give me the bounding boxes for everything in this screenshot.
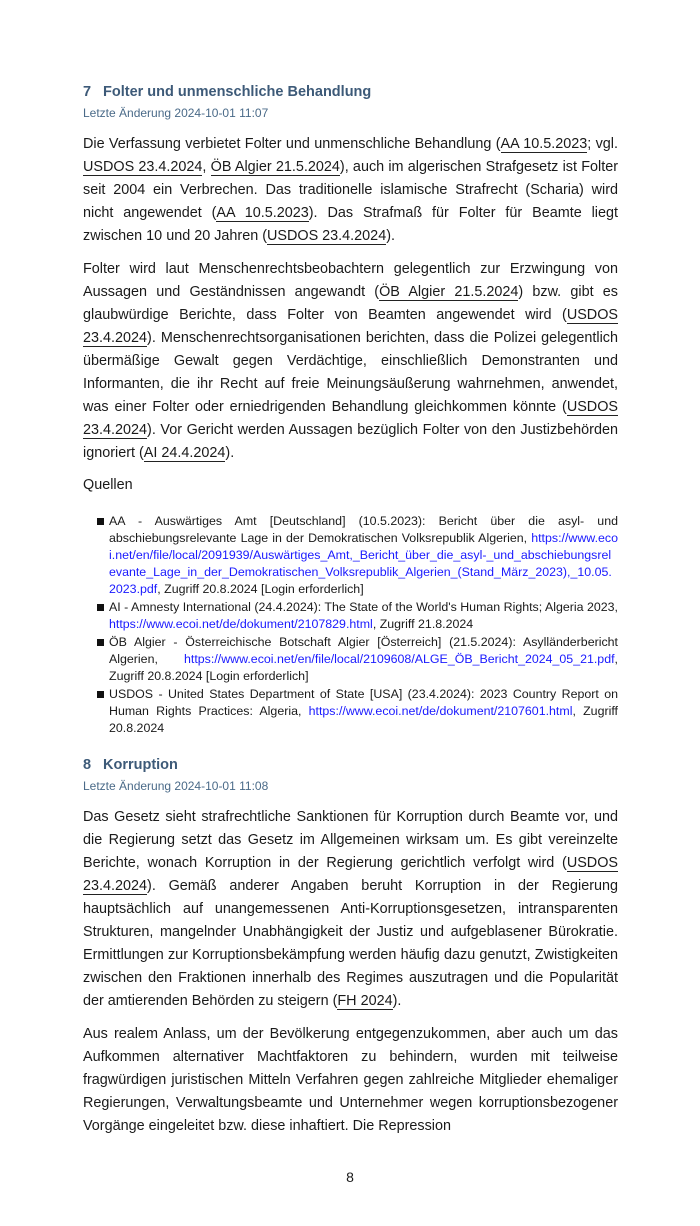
paragraph-text: ; vgl. xyxy=(587,136,619,152)
section-heading xyxy=(83,755,618,775)
source-text: ÖB Algier - Österreichische Botschaft Algier [Österreich] (21.5.2024): Asylländerbericht Algerien, xyxy=(109,635,618,666)
citation-link[interactable]: AI 24.4.2024 xyxy=(143,445,226,461)
paragraph-text: ), auch im algerischen Strafgesetz ist Folter seit 2004 ein Verbrechen. Das traditionelle islamische Strafrecht (Scharia) wird nicht angewendet ( xyxy=(83,159,619,221)
paragraph-text: Das Gesetz sieht strafrechtliche Sanktionen für Korruption durch Beamte vor, und die Regierung setzt das Gesetz im Allgemeinen wirksam um. Es gibt vereinzelte Berichte, wonach Korruption in der Regierung gerichtlich verfolgt wird ( xyxy=(83,809,618,871)
last-changed: Letzte Änderung 2024-10-01 11:07 xyxy=(83,106,269,120)
page-number: 8 xyxy=(346,1169,354,1185)
section-title: Korruption xyxy=(103,757,178,773)
citation-link[interactable]: ÖB Algier 21.5.2024 xyxy=(210,159,340,175)
paragraph-text: Die Verfassung verbietet Folter und unmenschliche Behandlung ( xyxy=(83,136,501,152)
section-title: Folter und unmenschliche Behandlung xyxy=(103,84,372,100)
source-url-link[interactable]: https://www.ecoi.net/en/file/local/2109608/ALGE_ÖB_Bericht_2024_05_21.pdf xyxy=(184,652,615,666)
body-paragraph xyxy=(83,133,618,248)
source-item xyxy=(97,634,618,685)
paragraph-text: Folter wird laut Menschenrechtsbeobachtern gelegentlich zur Erzwingung von Aussagen und Geständnissen angewandt ( xyxy=(83,261,618,300)
source-url-link[interactable]: https://www.ecoi.net/en/file/local/2091939/Auswärtiges_Amt,_Bericht_über_die_asyl-_und_abschiebungsrelevante_Lage_in_der_Demokratischen_Volksrepublik_Algerien_(Stand_März_2023),_10.05.2023.pdf xyxy=(109,531,618,596)
source-item xyxy=(97,686,618,737)
paragraph-text: ). xyxy=(386,228,395,244)
paragraph-text: Aus realem Anlass, um der Bevölkerung entgegenzukommen, aber auch um das Aufkommen alternativer Machtfaktoren zu behindern, wurden mit teilweise fragwürdigen juristischen Mitteln Verfahren gegen zahlreiche Mitglieder ehemaliger Regierungen, Verwaltungsbeamte und Unternehmer wegen korruptionsbezogener Vorgänge eingeleitet bzw. diese inhaftiert. Die Repression xyxy=(83,1026,618,1134)
source-access: , Zugriff 20.8.2024 [Login erforderlich] xyxy=(109,652,618,683)
citation-link[interactable]: ÖB Algier 21.5.2024 xyxy=(379,284,519,300)
source-text: AA - Auswärtiges Amt [Deutschland] (10.5.2023): Bericht über die asyl- und abschiebungsrelevante Lage in der Demokratischen Volksrepublik Algerien, xyxy=(109,514,618,545)
citation-link[interactable]: USDOS 23.4.2024 xyxy=(83,307,618,346)
paragraph-text: ). Das Strafmaß für Folter für Beamte liegt zwischen 10 und 20 Jahren ( xyxy=(83,205,618,244)
citation-link[interactable]: USDOS 23.4.2024 xyxy=(267,228,387,244)
paragraph-text: , xyxy=(202,159,211,175)
source-text: AI - Amnesty International (24.4.2024): The State of the World's Human Rights; Algeria 2023, xyxy=(109,600,618,614)
source-access: , Zugriff 20.8.2024 [Login erforderlich] xyxy=(157,582,364,596)
last-changed: Letzte Änderung 2024-10-01 11:08 xyxy=(83,779,269,793)
paragraph-text: ). Menschenrechtsorganisationen berichten, dass die Polizei gelegentlich übermäßige Gewalt gegen Verdächtige, einschließlich Demonstranten und Informanten, die ihr Recht auf freie Meinungsäußerung wahrnehmen, anwendet, was einer Folter oder erniedrigenden Behandlung gleichkommen könnte ( xyxy=(83,330,618,415)
citation-link[interactable]: USDOS 23.4.2024 xyxy=(83,159,203,175)
body-paragraph xyxy=(83,806,618,1013)
paragraph-text: ). Vor Gericht werden Aussagen bezüglich Folter von den Justizbehörden ignoriert ( xyxy=(83,422,618,461)
paragraph-text: ). xyxy=(225,445,235,461)
sources-label: Quellen xyxy=(83,477,133,493)
paragraph-text: ) bzw. gibt es glaubwürdige Berichte, dass Folter von Beamten angewendet wird ( xyxy=(83,284,619,323)
source-text: USDOS - United States Department of State [USA] (23.4.2024): 2023 Country Report on Human Rights Practices: Algeria, xyxy=(109,687,618,718)
source-url-link[interactable]: https://www.ecoi.net/de/dokument/2107829.html xyxy=(109,617,373,631)
citation-link[interactable]: AA 10.5.2023 xyxy=(216,205,309,221)
sources-list xyxy=(97,513,618,737)
citation-link[interactable]: USDOS 23.4.2024 xyxy=(83,855,618,894)
citation-link[interactable]: AA 10.5.2023 xyxy=(500,136,588,152)
citation-link[interactable]: USDOS 23.4.2024 xyxy=(83,399,618,438)
section-number: 7 xyxy=(83,84,92,100)
source-access: , Zugriff 20.8.2024 xyxy=(109,704,618,735)
section-heading xyxy=(83,82,618,102)
source-item xyxy=(97,599,618,633)
source-access: , Zugriff 21.8.2024 xyxy=(372,617,474,631)
paragraph-text: ). xyxy=(392,993,402,1009)
body-paragraph xyxy=(83,1023,618,1138)
source-item xyxy=(97,513,618,598)
section-number: 8 xyxy=(83,757,92,773)
body-paragraph xyxy=(83,258,618,465)
document-page xyxy=(83,82,618,1138)
source-url-link[interactable]: https://www.ecoi.net/de/dokument/2107601.html xyxy=(308,704,573,718)
paragraph-text: ). Gemäß anderer Angaben beruht Korruption in der Regierung hauptsächlich auf unangemessenen Anti-Korruptionsgesetzen, intransparenten Strukturen, mangelnder Unabhängigkeit der Justiz und aufgeblasener Bürokratie. Ermittlungen zur Korruptionsbekämpfung werden häufig dazu genutzt, Zwistigkeiten zwischen den Fraktionen innerhalb des Regimes auszutragen und die Popularität der amtierenden Behörden zu steigern ( xyxy=(83,878,618,1009)
citation-link[interactable]: FH 2024 xyxy=(337,993,393,1009)
